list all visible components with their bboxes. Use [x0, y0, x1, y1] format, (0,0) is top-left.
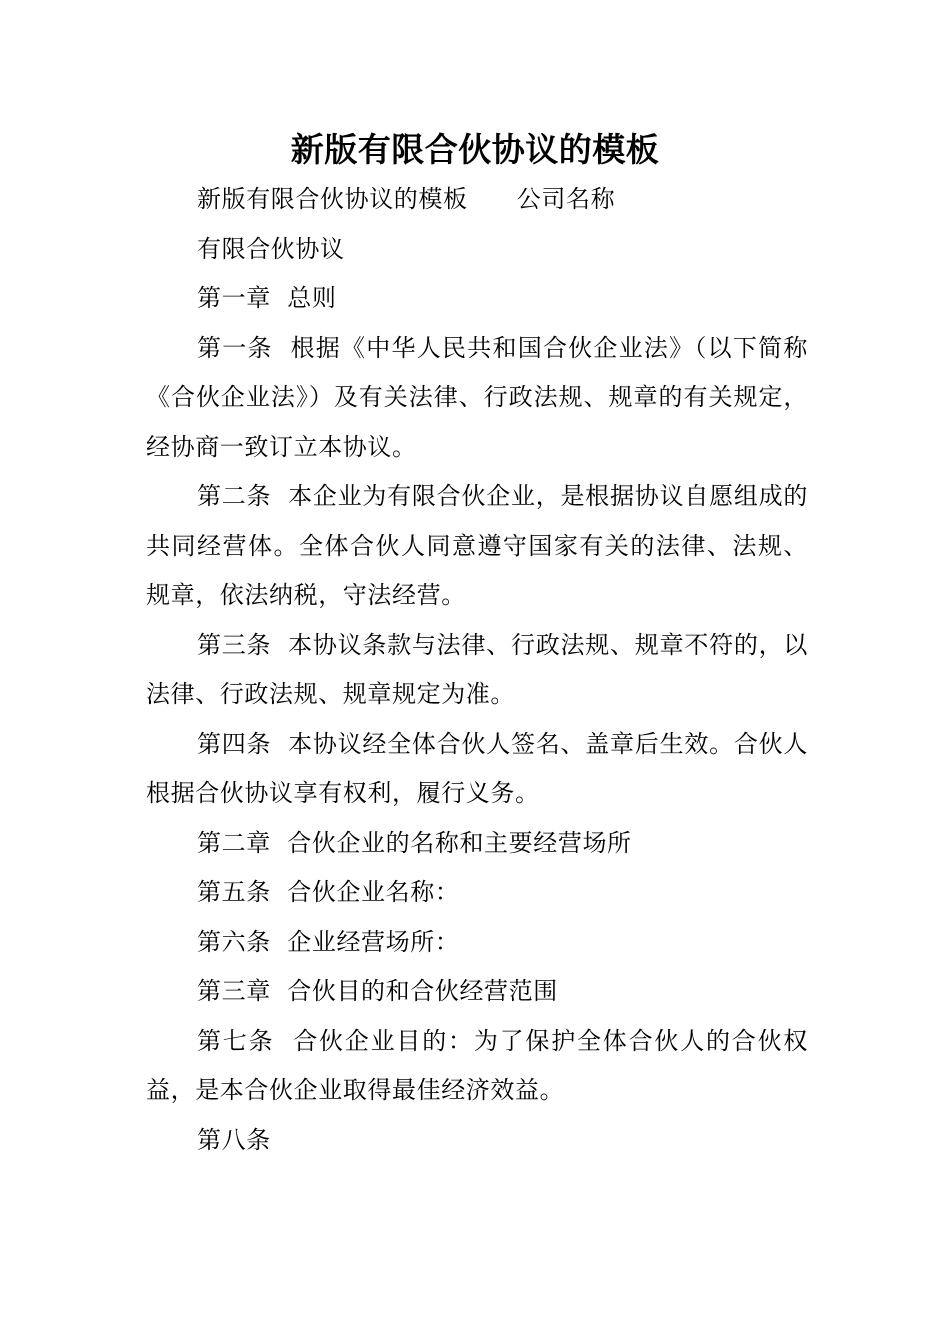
- article-4: 第四条 本协议经全体合伙人签名、盖章后生效。合伙人根据合伙协议享有权利，履行义务。: [146, 729, 808, 807]
- article-8: 第八条: [197, 1125, 271, 1154]
- document-subtitle-line: 新版有限合伙协议的模板 公司名称: [197, 185, 616, 213]
- document-body: [146, 175, 808, 1165]
- chapter-2-heading: 第二章 合伙企业的名称和主要经营场所: [197, 828, 632, 857]
- article-7: 第七条 合伙企业目的：为了保护全体合伙人的合伙权益，是本合伙企业取得最佳经济效益。: [146, 1026, 808, 1104]
- article-2: 第二条 本企业为有限合伙企业，是根据协议自愿组成的共同经营体。全体合伙人同意遵守国家有关的法律、法规、规章，依法纳税，守法经营。: [146, 482, 808, 609]
- article-6: 第六条 企业经营场所：: [197, 927, 460, 956]
- chapter-1-heading: 第一章 总则: [197, 284, 337, 312]
- article-5: 第五条 合伙企业名称：: [197, 878, 460, 906]
- agreement-heading: 有限合伙协议: [197, 234, 345, 263]
- article-3: 第三条 本协议条款与法律、行政法规、规章不符的，以法律、行政法规、规章规定为准。: [146, 630, 808, 708]
- document-title: 新版有限合伙协议的模板: [290, 130, 660, 169]
- article-1: 第一条 根据《中华人民共和国合伙企业法》（以下简称《合伙企业法》）及有关法律、行政法规、规章的有关规定，经协商一致订立本协议。: [146, 333, 808, 461]
- chapter-3-heading: 第三章 合伙目的和合伙经营范围: [197, 977, 558, 1005]
